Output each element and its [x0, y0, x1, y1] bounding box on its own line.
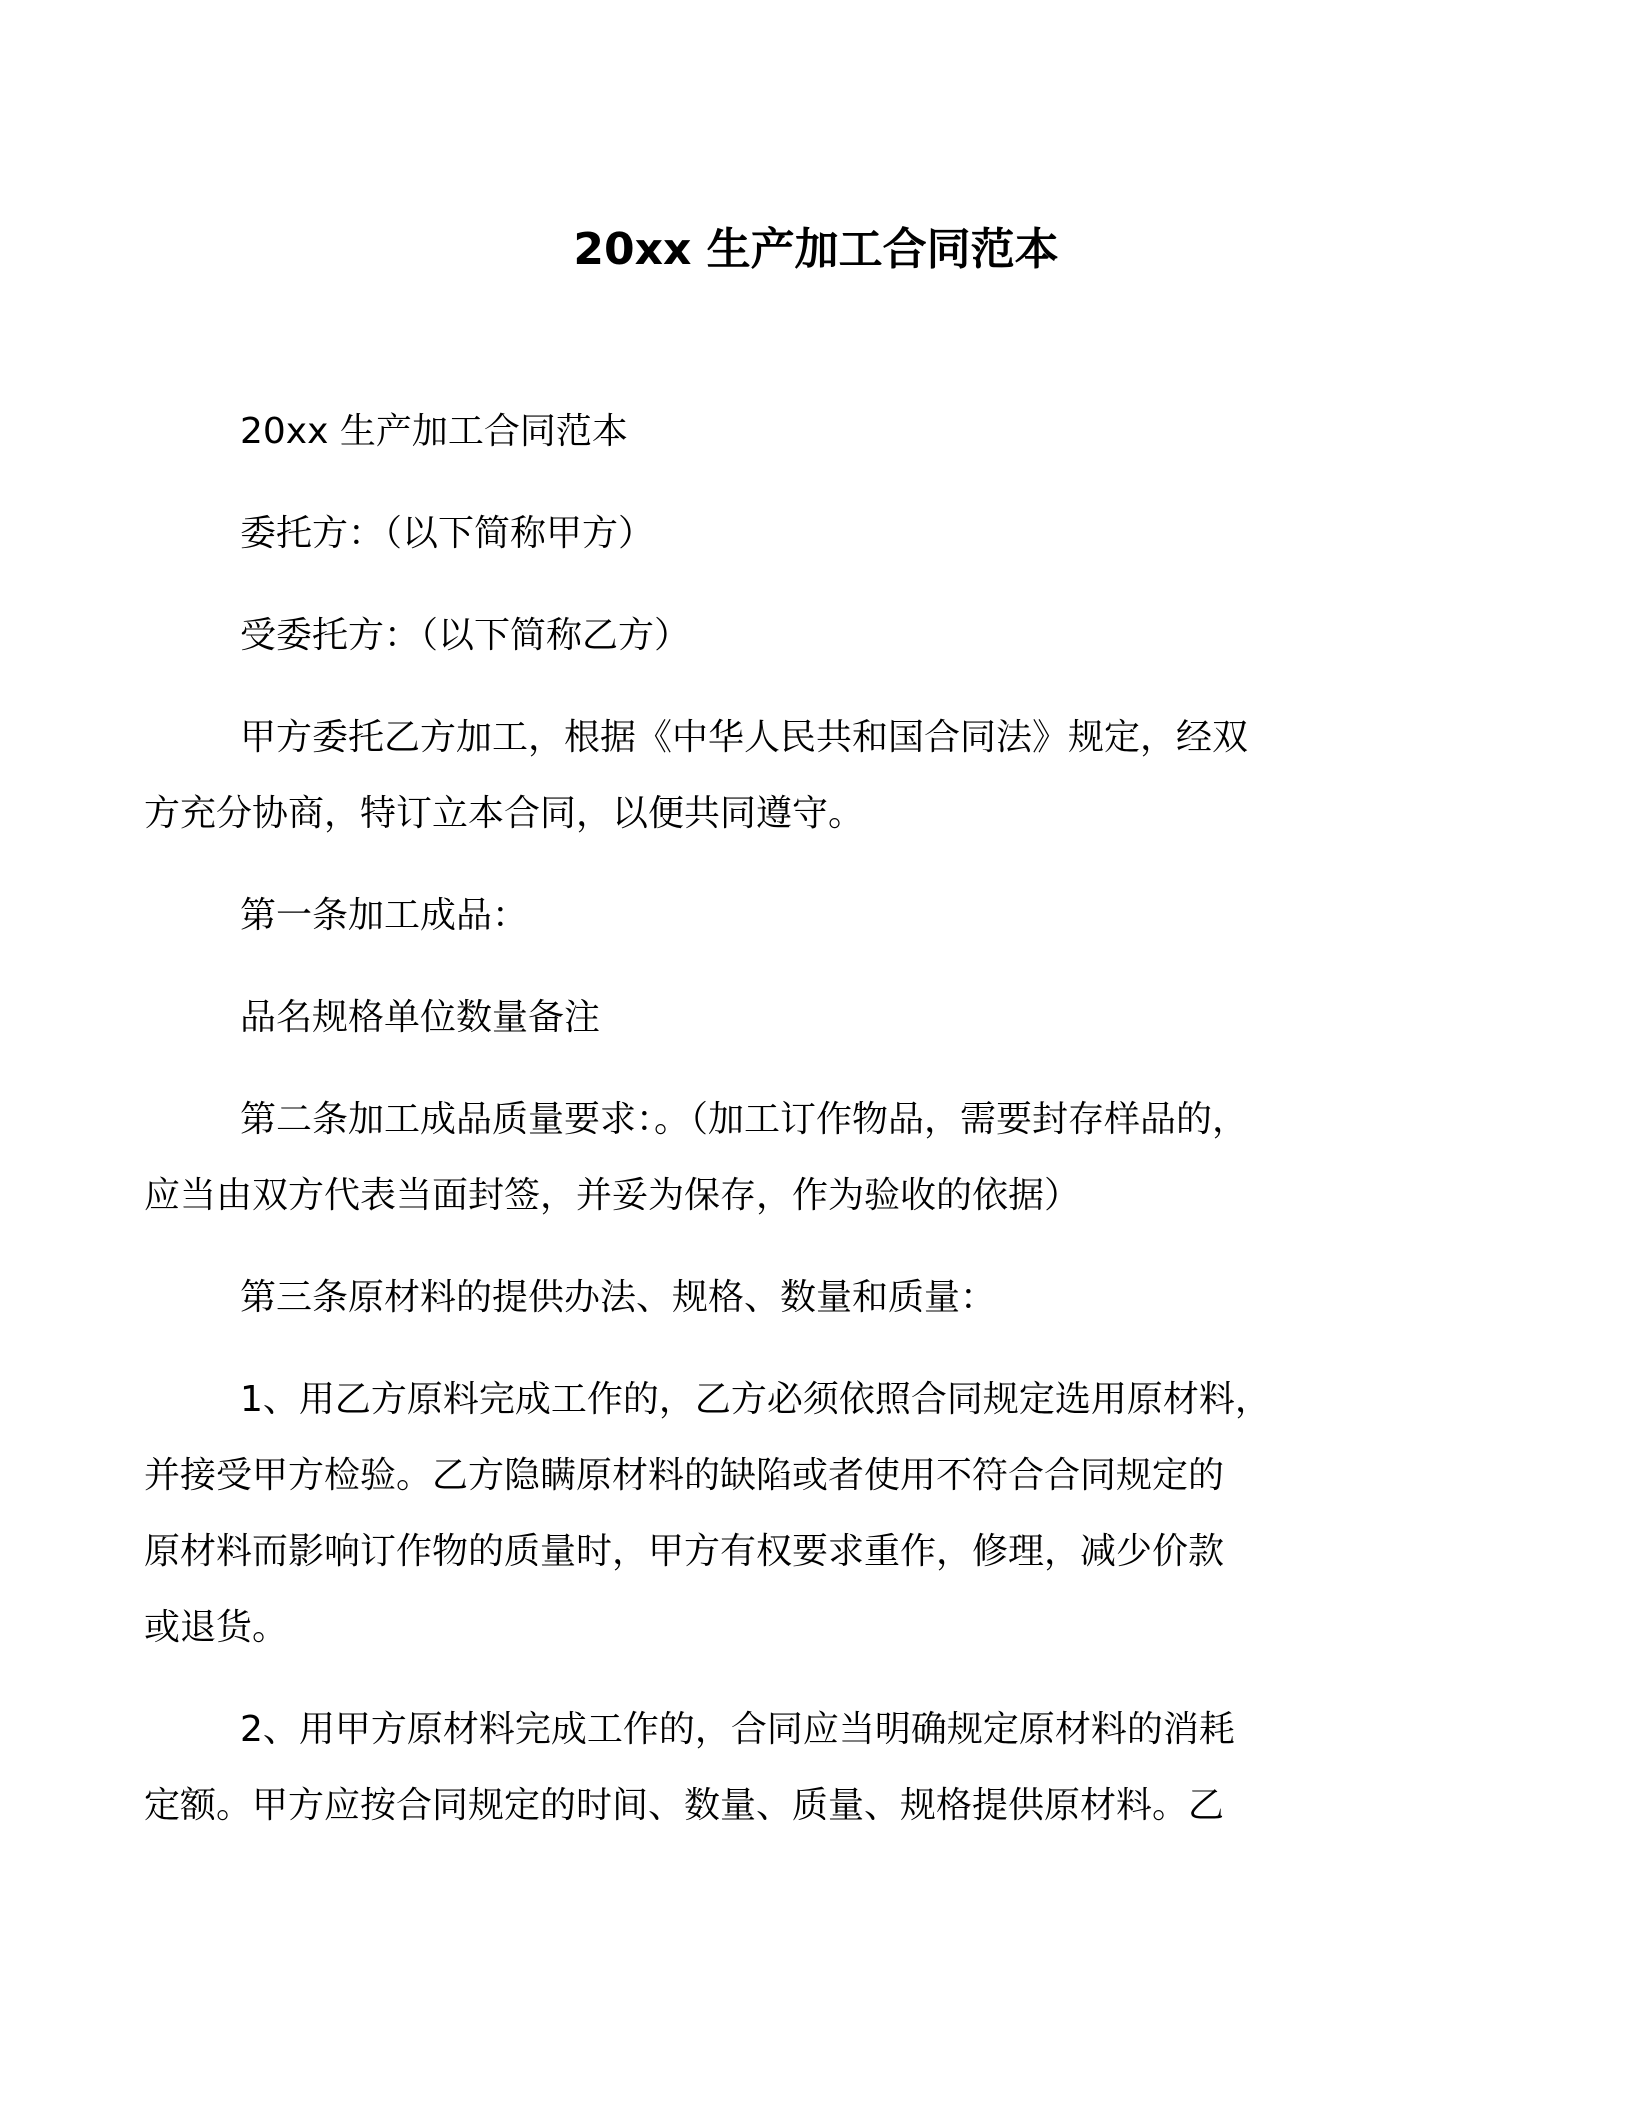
paragraph-line: 并接受甲方检验。乙方隐瞒原材料的缺陷或者使用不符合合同规定的 [144, 1455, 1225, 1496]
paragraph-client [240, 496, 1392, 572]
paragraph-line: 品名规格单位数量备注 [240, 997, 601, 1038]
paragraph-line: 第一条加工成品： [240, 895, 529, 936]
paragraph-article-2 [144, 1082, 1392, 1234]
paragraph-line: 方充分协商，特订立本合同，以便共同遵守。 [144, 793, 865, 834]
paragraph-line: 委托方：（以下简称甲方） [240, 513, 655, 554]
paragraph-article-3 [240, 1260, 1392, 1336]
paragraph-line: 2、用甲方原材料完成工作的，合同应当明确规定原材料的消耗 [240, 1709, 1235, 1750]
document-body [144, 394, 1392, 1870]
paragraph-line: 20xx 生产加工合同范本 [240, 411, 628, 452]
paragraph-product-columns [240, 980, 1392, 1056]
paragraph-contractor [240, 598, 1392, 674]
paragraph-line: 第三条原材料的提供办法、规格、数量和质量： [240, 1277, 997, 1318]
paragraph-line: 原材料而影响订作物的质量时，甲方有权要求重作，修理，减少价款 [144, 1531, 1225, 1572]
paragraph-article-1 [240, 878, 1392, 954]
paragraph-line: 受委托方：（以下简称乙方） [240, 615, 691, 656]
paragraph-clause-2 [144, 1692, 1392, 1844]
paragraph-line: 第二条加工成品质量要求：。（加工订作物品，需要封存样品的， [240, 1099, 1249, 1140]
paragraph-line: 1、用乙方原料完成工作的，乙方必须依照合同规定选用原材料， [240, 1379, 1271, 1420]
paragraph-line: 应当由双方代表当面封签，并妥为保存，作为验收的依据） [144, 1175, 1081, 1216]
document-title: 20xx 生产加工合同范本 [573, 224, 1059, 275]
paragraph-line: 甲方委托乙方加工，根据《中华人民共和国合同法》规定，经双 [240, 717, 1249, 758]
paragraph-line: 定额。甲方应按合同规定的时间、数量、质量、规格提供原材料。乙 [144, 1785, 1225, 1826]
paragraph-line: 或退货。 [144, 1607, 289, 1648]
paragraph-clause-1 [144, 1362, 1392, 1666]
paragraph-preamble [144, 700, 1392, 852]
paragraph-heading [240, 394, 1392, 470]
